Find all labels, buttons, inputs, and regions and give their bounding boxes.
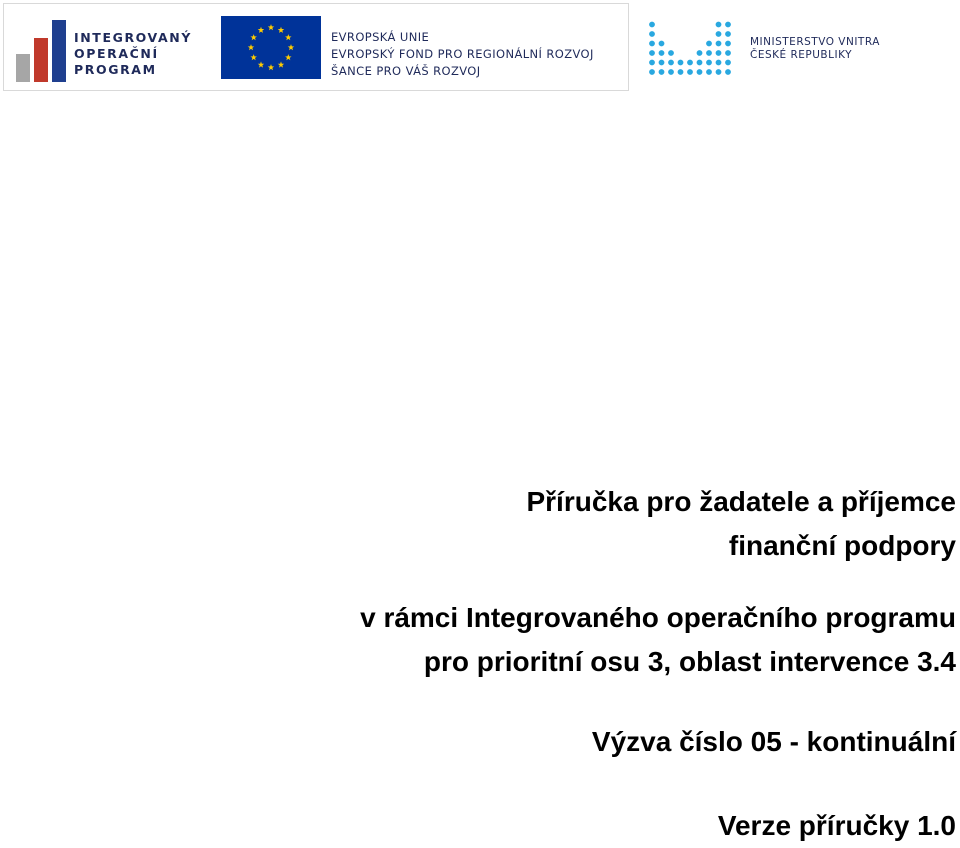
ministry-dot (649, 41, 655, 47)
eu-logo-line3: ŠANCE PRO VÁŠ ROZVOJ (331, 64, 481, 78)
document-title-line2: finanční podpory (728, 530, 956, 561)
ministry-logo-line2: ČESKÉ REPUBLIKY (750, 49, 853, 61)
ministry-dot (697, 50, 703, 56)
iop-logo (16, 16, 196, 82)
ministry-dot (668, 50, 674, 56)
ministry-dot (649, 22, 655, 28)
ministry-dot (725, 69, 731, 75)
document-title-line1: Příručka pro žadatele a příjemce (526, 486, 956, 517)
ministry-dot (649, 69, 655, 75)
ministry-dot (659, 60, 665, 66)
ministry-dot (725, 60, 731, 66)
ministry-dot (716, 69, 722, 75)
ministry-dot (697, 60, 703, 66)
iop-logo-line1: INTEGROVANÝ (74, 30, 192, 45)
ministry-dot (678, 69, 684, 75)
eu-flag-icon (221, 16, 321, 79)
ministry-dot (706, 60, 712, 66)
ministry-dot (687, 60, 693, 66)
ministry-dot (725, 41, 731, 47)
logo-strip (3, 3, 629, 91)
ministry-dot (649, 50, 655, 56)
iop-logo-line2: OPERAČNÍ (74, 46, 159, 61)
ministry-dot (725, 50, 731, 56)
eu-logo-text (331, 29, 594, 80)
call-label: Výzva číslo 05 - kontinuální (591, 726, 956, 757)
ministry-dot (668, 60, 674, 66)
ministry-dot (659, 41, 665, 47)
ministry-dot (687, 69, 693, 75)
ministry-dot (716, 41, 722, 47)
ministry-dot (716, 50, 722, 56)
eu-logo-line2: EVROPSKÝ FOND PRO REGIONÁLNÍ ROZVOJ (331, 47, 594, 61)
ministry-dot (697, 69, 703, 75)
ministry-dot (649, 31, 655, 37)
ministry-dot (659, 69, 665, 75)
scope-line1: v rámci Integrovaného operačního programu (360, 602, 956, 633)
scope-line2: pro prioritní osu 3, oblast intervence 3.4 (423, 646, 956, 677)
ministry-logo-line1: MINISTERSTVO VNITRA (750, 36, 880, 48)
ministry-dot (725, 22, 731, 28)
iop-bar-grey (16, 54, 30, 82)
ministry-dot (725, 31, 731, 37)
iop-bar-red (34, 38, 48, 82)
ministry-dot (716, 31, 722, 37)
ministry-dot (678, 60, 684, 66)
ministry-dot (706, 69, 712, 75)
iop-logo-text (74, 30, 192, 78)
ministry-dot (668, 69, 674, 75)
ministry-logo-icon (648, 16, 736, 76)
ministry-dot (716, 60, 722, 66)
ministry-dot (659, 50, 665, 56)
ministry-logo-text (750, 36, 880, 62)
eu-logo-line1: EVROPSKÁ UNIE (331, 30, 430, 44)
iop-logo-line3: PROGRAM (74, 62, 157, 77)
ministry-dot (649, 60, 655, 66)
ministry-dot (706, 50, 712, 56)
version-label: Verze příručky 1.0 (717, 810, 956, 841)
title-block (360, 480, 956, 848)
ministry-dot (706, 41, 712, 47)
iop-bar-blue (52, 20, 66, 82)
ministry-dot (716, 22, 722, 28)
